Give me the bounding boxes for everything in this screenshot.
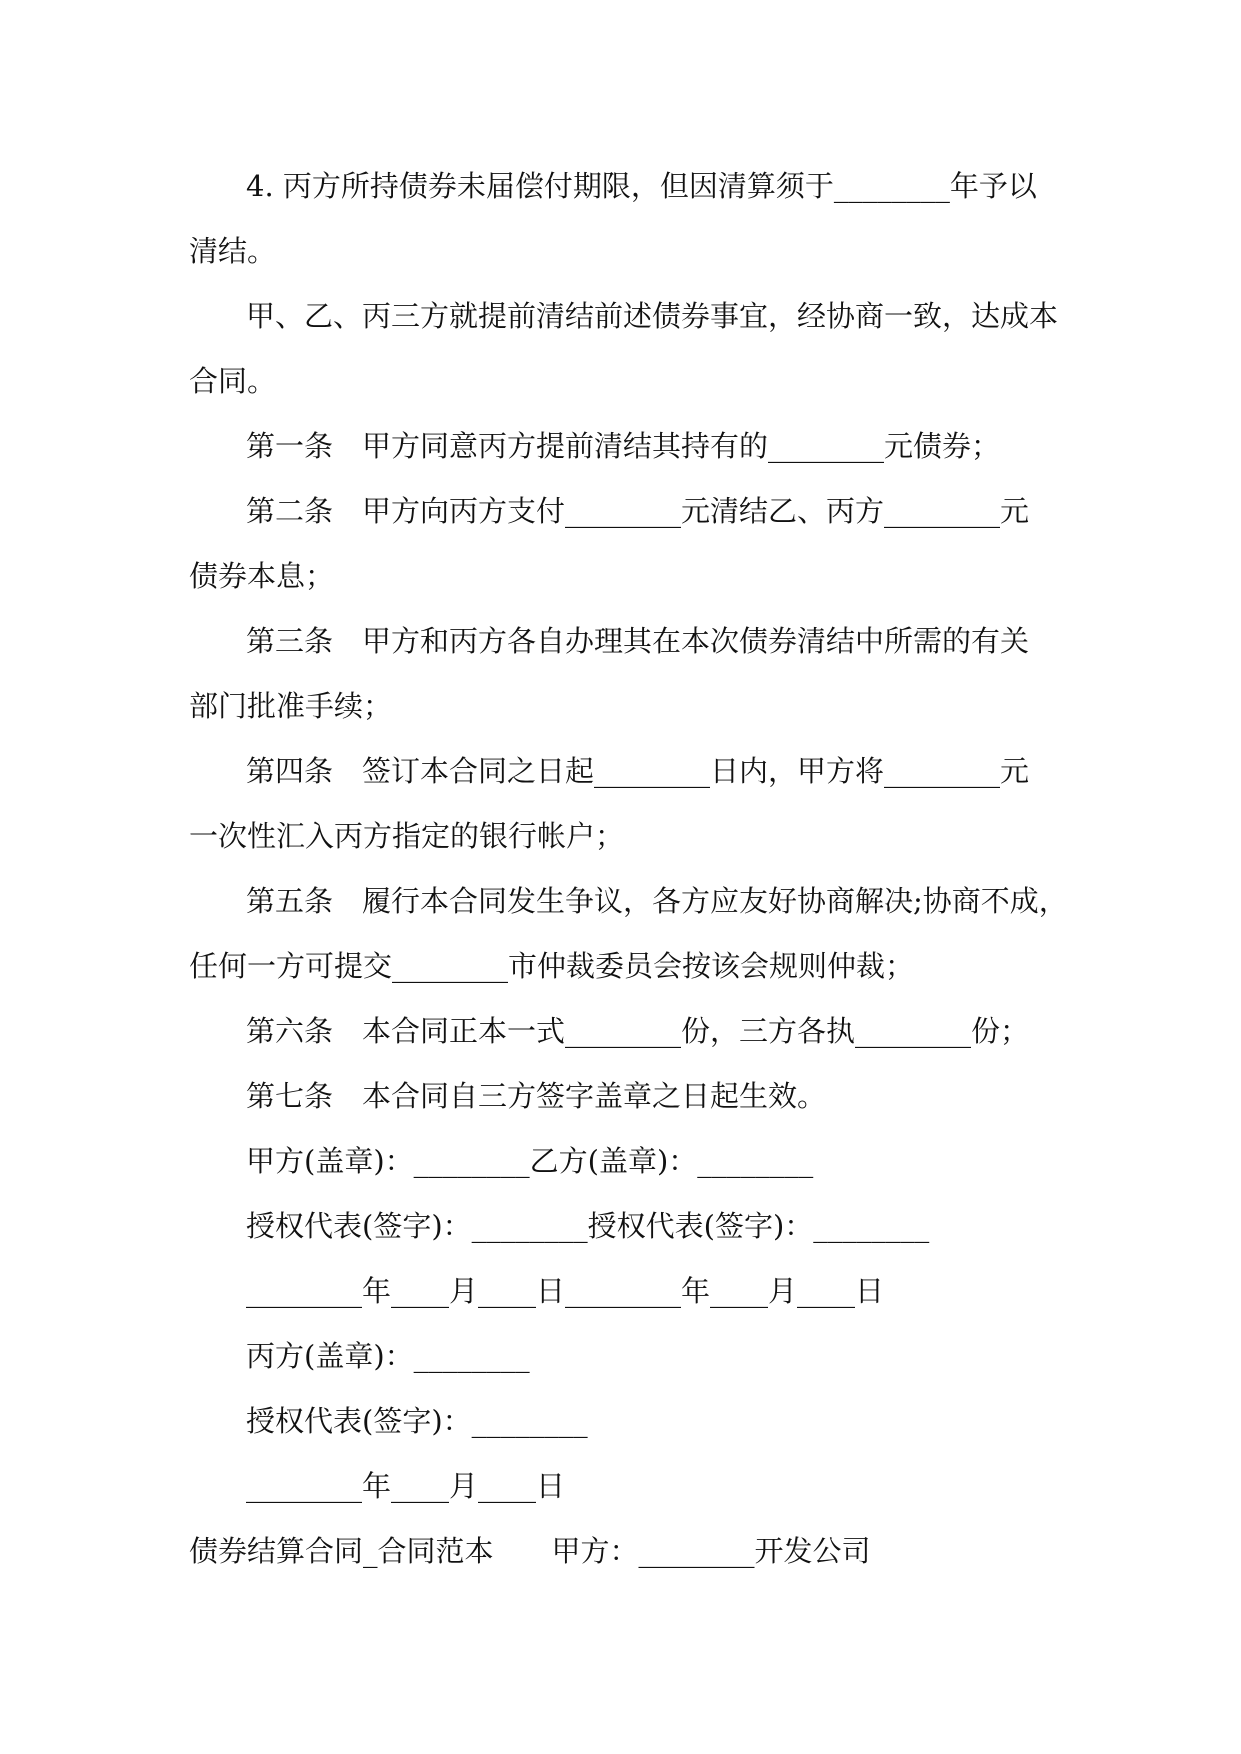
text-line-clause4-cont: 清结。 — [189, 234, 277, 268]
text-line-article5: 第五条 履行本合同发生争议，各方应友好协商解决;协商不成， — [246, 884, 1068, 918]
text-line-article2-cont: 债券本息； — [189, 559, 335, 593]
text-line-article3-cont: 部门批准手续； — [189, 689, 393, 723]
signature-rep-line: 授权代表(签字)：________授权代表(签字)：________ — [246, 1209, 930, 1243]
text-line-article5-cont: 任何一方可提交________市仲裁委员会按该会规则仲裁； — [189, 949, 915, 983]
text-line-article1: 第一条 甲方同意丙方提前清结其持有的________元债券； — [246, 429, 1001, 463]
text-line-clause4: 4. 丙方所持债券未届偿付期限，但因清算须于________年予以 — [246, 169, 1037, 203]
signature-seal-line: 甲方(盖章)：________乙方(盖章)：________ — [246, 1144, 814, 1178]
signature-party-c-date: ________年____月____日 — [246, 1469, 566, 1503]
next-contract-heading-line: 债券结算合同_合同范本 甲方：________开发公司 — [189, 1534, 871, 1568]
text-line-article3: 第三条 甲方和丙方各自办理其在本次债券清结中所需的有关 — [246, 624, 1030, 658]
text-line-article4: 第四条 签订本合同之日起________日内，甲方将________元 — [246, 754, 1030, 788]
text-line-article2: 第二条 甲方向丙方支付________元清结乙、丙方________元 — [246, 494, 1030, 528]
text-line-preamble: 甲、乙、丙三方就提前清结前述债券事宜，经协商一致，达成本 — [246, 299, 1059, 333]
signature-date-line: ________年____月____日________年____月____日 — [246, 1274, 885, 1308]
signature-party-c-seal: 丙方(盖章)：________ — [246, 1339, 530, 1373]
signature-party-c-rep: 授权代表(签字)：________ — [246, 1404, 588, 1438]
text-line-preamble-cont: 合同。 — [189, 364, 277, 398]
text-line-article6: 第六条 本合同正本一式________份，三方各执________份； — [246, 1014, 1030, 1048]
text-line-article7: 第七条 本合同自三方签字盖章之日起生效。 — [246, 1079, 827, 1113]
text-line-article4-cont: 一次性汇入丙方指定的银行帐户； — [189, 819, 625, 853]
